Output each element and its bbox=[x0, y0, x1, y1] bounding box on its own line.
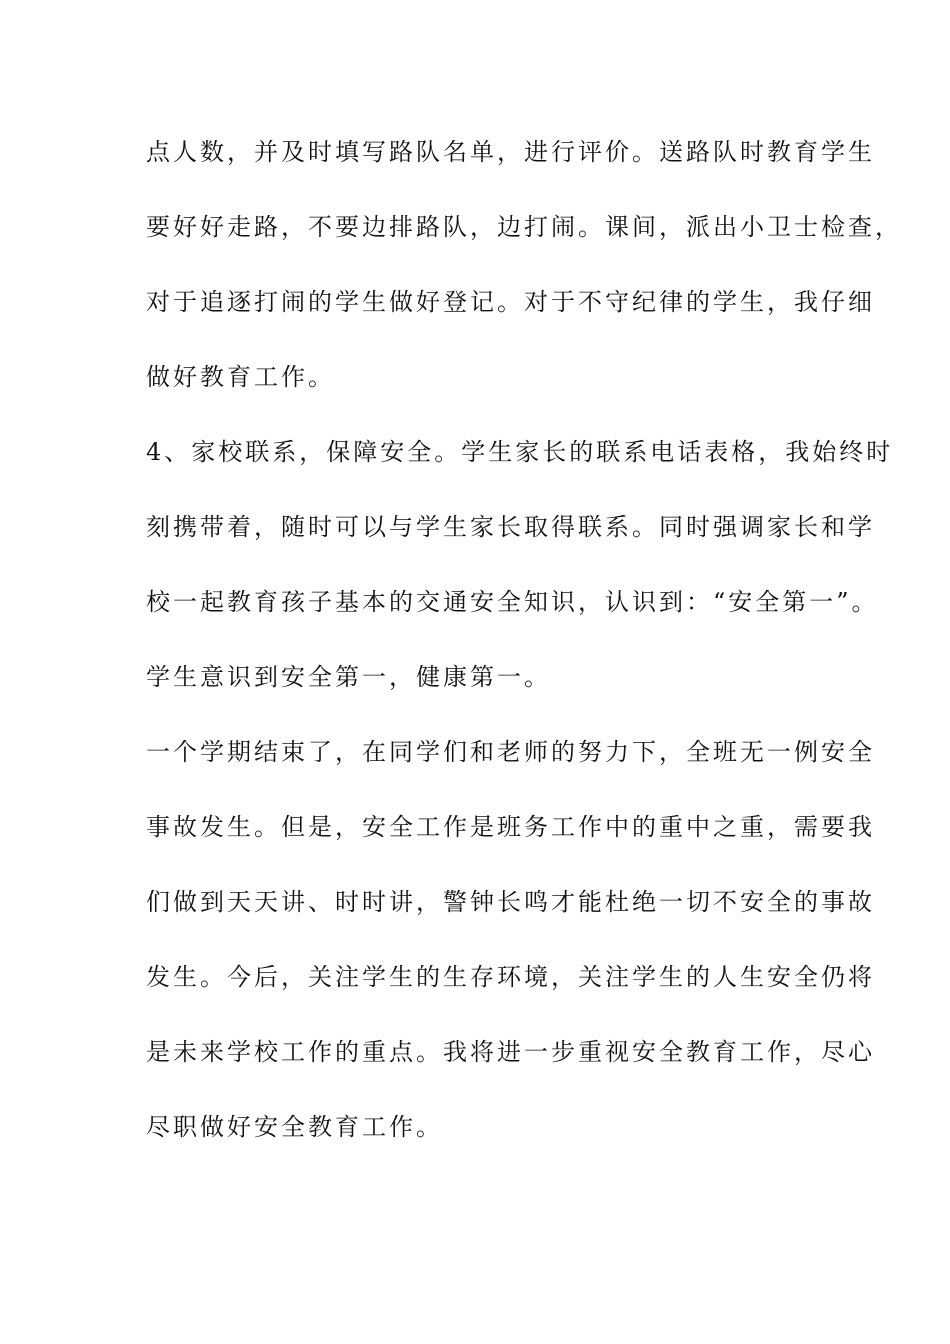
text-line: 做好教育工作。 bbox=[146, 363, 335, 391]
text-line: 点人数，并及时填写路队名单，进行评价。送路队时教育学生 bbox=[146, 138, 875, 166]
text-line: 对于追逐打闹的学生做好登记。对于不守纪律的学生，我仔细 bbox=[146, 288, 875, 316]
text-line: 发生。今后，关注学生的生存环境，关注学生的人生安全仍将 bbox=[146, 963, 875, 991]
text-line: 刻携带着，随时可以与学生家长取得联系。同时强调家长和学 bbox=[146, 513, 875, 541]
text-line: 一个学期结束了，在同学们和老师的努力下，全班无一例安全 bbox=[146, 738, 875, 766]
text-line: 要好好走路，不要边排路队，边打闹。课间，派出小卫士检查， bbox=[146, 213, 902, 241]
text-line: 事故发生。但是，安全工作是班务工作中的重中之重，需要我 bbox=[146, 813, 875, 841]
text-line: 们做到天天讲、时时讲，警钟长鸣才能杜绝一切不安全的事故 bbox=[146, 888, 875, 916]
text-line: 尽职做好安全教育工作。 bbox=[146, 1113, 443, 1141]
text-line: 校一起教育孩子基本的交通安全知识，认识到：“安全第一”。 bbox=[146, 588, 879, 616]
text-line: 是未来学校工作的重点。我将进一步重视安全教育工作，尽心 bbox=[146, 1038, 875, 1066]
body-text bbox=[146, 129, 902, 1179]
text-line: 学生意识到安全第一，健康第一。 bbox=[146, 663, 551, 691]
text-line: 4、家校联系，保障安全。学生家长的联系电话表格，我始终时 bbox=[146, 438, 894, 466]
